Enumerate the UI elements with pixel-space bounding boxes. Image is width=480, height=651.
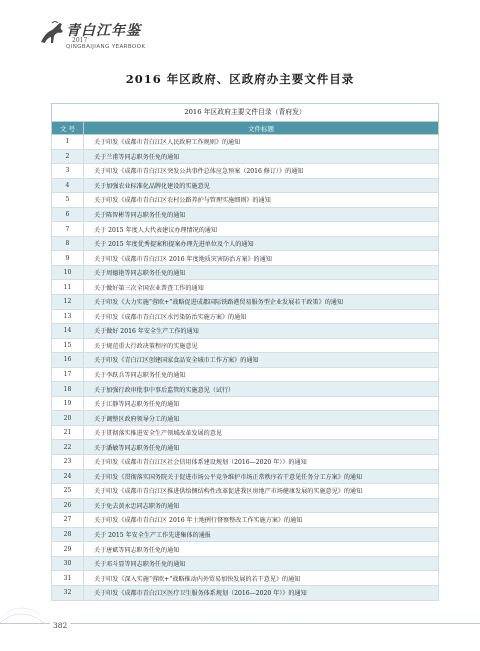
document-title: 关于做好 2016 年安全生产工作的通知 [84,324,439,339]
page-number: 382 [50,621,70,630]
table-row [52,338,439,353]
document-title: 关于印发《青白江区创建国家食品安全城市工作方案》的通知 [84,353,439,368]
document-title: 关于邓斗显等同志职务任免的通知 [84,556,439,571]
document-title: 关于 2015 年度优秀提案和提案办理先进单位及个人的通知 [84,236,439,251]
table-row [52,353,439,368]
document-number: 15 [52,338,84,353]
table-row [52,367,439,382]
document-title: 关于周德艳等同志职务任免的通知 [84,265,439,280]
document-number: 27 [52,513,84,528]
document-title: 关于加强农业标准化品牌化建设的实施意见 [84,178,439,193]
document-number: 22 [52,440,84,455]
table-row [52,280,439,295]
document-number: 26 [52,498,84,513]
document-number: 10 [52,265,84,280]
document-number: 14 [52,324,84,339]
table-row [52,469,439,484]
table-row [52,324,439,339]
document-title: 关于加强行政审批事中事后监管的实施意见（试行） [84,382,439,397]
table-row [52,396,439,411]
table-row [52,571,439,586]
document-title: 关于印发《成都市青白江区人民政府工作规则》的通知 [84,135,439,150]
document-number: 7 [52,222,84,237]
document-number: 18 [52,382,84,397]
document-number: 12 [52,295,84,310]
document-number: 30 [52,556,84,571]
document-number: 4 [52,178,84,193]
table-row [52,251,439,266]
document-title: 关于印发《成都市青白江区 2016 年土地例行督察整改工作实施方案》的通知 [84,513,439,528]
document-title: 关于印发《大力实施“蓉欧+”战略促进成都国际铁路港贸易服务型企业发展若干政策》的通知 [84,295,439,310]
table-row [52,164,439,179]
table-row [52,265,439,280]
table-row [52,513,439,528]
document-title: 关于调整区政府领导分工的通知 [84,411,439,426]
table-row [52,236,439,251]
page-title: 2016 年区政府、区政府办主要文件目录 [125,72,355,86]
document-title: 关于陈智彬等同志职务任免的通知 [84,207,439,222]
document-title: 关于印发《成都市青白江区突发公共事件总体应急预案（2016 修订）》的通知 [84,164,439,179]
document-title: 关于印发《成都市青白江区医疗卫生服务体系规划（2016—2020 年）》的通知 [84,585,439,600]
document-title: 关于李跃兵等同志职务任免的通知 [84,367,439,382]
table-row [52,178,439,193]
document-number: 20 [52,411,84,426]
document-title: 关于潘敏等同志职务任免的通知 [84,440,439,455]
document-title: 关于兰甫等同志职务任免的通知 [84,149,439,164]
document-number: 6 [52,207,84,222]
table-row [52,542,439,557]
table-row [52,498,439,513]
document-number: 16 [52,353,84,368]
table-row [52,222,439,237]
horse-logo-icon [38,18,68,48]
document-title: 关于贯彻落实推进安全生产领域改革发展的意见 [84,425,439,440]
document-number: 2 [52,149,84,164]
document-title: 关于印发《成都市青白江区 2016 年度地质灾害防治方案》的通知 [84,251,439,266]
document-number: 3 [52,164,84,179]
ornament-icon [0,585,44,625]
document-number: 21 [52,425,84,440]
document-number: 28 [52,527,84,542]
document-number: 25 [52,484,84,499]
table-row [52,193,439,208]
document-number: 1 [52,135,84,150]
document-title: 关于印发《贯彻落实国务院关于促进市场公平竞争维护市场正常秩序若干意见任务分工方案》的通知 [84,469,439,484]
document-number: 29 [52,542,84,557]
table-row [52,425,439,440]
document-number: 32 [52,585,84,600]
document-title: 关于规范重大行政决策程序的实施意见 [84,338,439,353]
table-row [52,149,439,164]
document-title: 关于免去黄永忠同志职务的通知 [84,498,439,513]
document-number: 5 [52,193,84,208]
yearbook-subtitle: QINGBAIJIANG YEARBOOK [66,44,146,50]
document-title: 关于唐斌等同志职务任免的通知 [84,542,439,557]
column-header-title: 文件标题 [84,122,439,135]
document-table [51,103,439,601]
document-number: 9 [52,251,84,266]
table-row [52,455,439,470]
document-number: 13 [52,309,84,324]
table-row [52,527,439,542]
table-row [52,556,439,571]
table-row [52,411,439,426]
document-title: 关于印发《深入实施“蓉欧+”战略推动内外贸易加快发展的若干意见》的通知 [84,571,439,586]
table-row [52,382,439,397]
document-title: 关于江静等同志职务任免的通知 [84,396,439,411]
document-title: 关于印发《成都市青白江区推进供给侧结构性改革促进我区房地产市场健康发展的实施意见》的通知 [84,484,439,499]
document-title: 关于印发《成都市青白江区农村公路养护与管理实施细则》的通知 [84,193,439,208]
document-number: 24 [52,469,84,484]
document-title: 关于 2015 年度人大代表建议办理情况的通知 [84,222,439,237]
footer-rule [0,623,480,624]
document-title: 关于印发《成都市青白江区水污染防治实施方案》的通知 [84,309,439,324]
table-row [52,585,439,600]
document-number: 17 [52,367,84,382]
yearbook-logo-text: 青白江年鉴 [66,23,141,39]
table-row [52,440,439,455]
document-number: 31 [52,571,84,586]
file-list-table [51,121,439,601]
document-title: 关于做好第三次全国农业普查工作的通知 [84,280,439,295]
table-row [52,295,439,310]
document-title: 关于印发《成都市青白江区社会信用体系建设规划（2016—2020 年）》的通知 [84,455,439,470]
table-row [52,309,439,324]
table-row [52,484,439,499]
table-row [52,207,439,222]
yearbook-header [38,18,178,58]
document-number: 23 [52,455,84,470]
table-header-row [52,122,439,135]
document-number: 11 [52,280,84,295]
document-number: 8 [52,236,84,251]
table-row [52,135,439,150]
document-number: 19 [52,396,84,411]
document-title: 关于 2015 年安全生产工作先进集体的通报 [84,527,439,542]
column-header-number: 文 号 [52,122,84,135]
table-caption: 2016 年区政府主要文件目录（青府发） [51,103,439,121]
yearbook-year: 2017 [72,37,88,44]
